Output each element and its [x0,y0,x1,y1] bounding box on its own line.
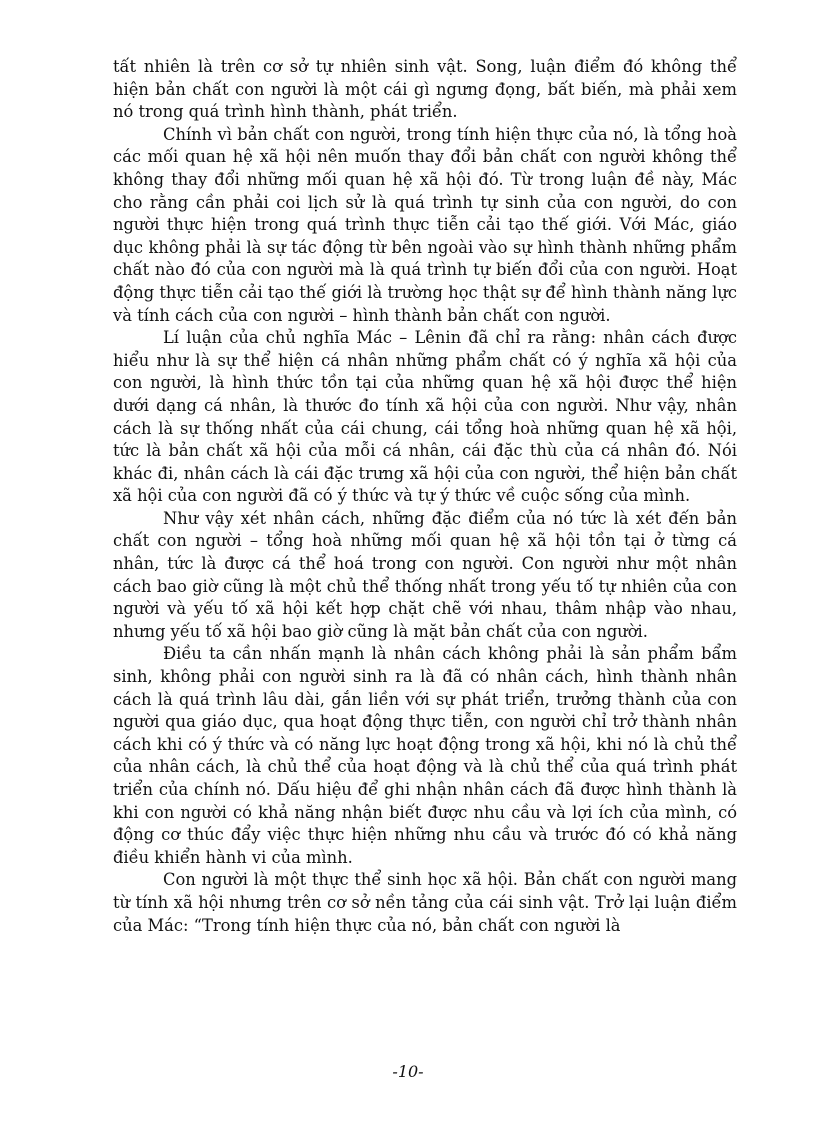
paragraph-biosocial-entity: Con người là một thực thể sinh học xã hội. Bản chất con người mang từ tính xã hội nhưng trên cơ sở nền tảng của cái sinh vật. Trở lại luận điểm của Mác: “Trong tính hiện thực của nó, bản chất con người là [113,870,737,935]
page-number: -10- [392,1062,424,1081]
paragraph-continuation: tất nhiên là trên cơ sở tự nhiên sinh vật. Song, luận điểm đó không thể hiện bản chất con người là một cái gì ngưng đọng, bất biến, mà phải xem nó trong quá trình hình thành, phát triển. [113,57,737,122]
paragraph-personality-traits: Như vậy xét nhân cách, những đặc điểm của nó tức là xét đến bản chất con người – tổng hoà những mối quan hệ xã hội tồn tại ở từng cá nhân, tức là được cá thể hoá trong con người. Con người như một nhân cách bao giờ cũng là một chủ thể thống nhất trong yếu tố tự nhiên của con người và yếu tố xã hội kết hợp chặt chẽ với nhau, thâm nhập vào nhau, nhưng yếu tố xã hội bao giờ cũng là mặt bản chất của con người. [113,508,737,641]
paragraph-personality-formation: Điều ta cần nhấn mạnh là nhân cách không phải là sản phẩm bẩm sinh, không phải con người sinh ra là đã có nhân cách, hình thành nhân cách là quá trình lâu dài, gắn liền với sự phát triển, trưởng thành của con người qua giáo dục, qua hoạt động thực tiễn, con người chỉ trở thành nhân cách khi có ý thức và có năng lực hoạt động trong xã hội, khi nó là chủ thể của nhân cách, là chủ thể của hoạt động và là chủ thể của quá trình phát triển của chính nó. Dấu hiệu để ghi nhận nhân cách đã được hình thành là khi con người có khả năng nhận biết được nhu cầu và lợi ích của mình, có động cơ thúc đẩy việc thực hiện những nhu cầu và trước đó có khả năng điều khiển hành vi của mình. [113,644,737,867]
body-text [113,56,737,937]
paragraph-human-nature: Chính vì bản chất con người, trong tính hiện thực của nó, là tổng hoà các mối quan hệ xã hội nên muốn thay đổi bản chất con người không thể không thay đổi những mối quan hệ xã hội đó. Từ trong luận đề này, Mác cho rằng cần phải coi lịch sử là quá trình tự sinh của con người, do con người thực hiện trong quá trình thực tiễn cải tạo thế giới. Với Mác, giáo dục không phải là sự tác động từ bên ngoài vào sự hình thành những phẩm chất nào đó của con người mà là quá trình tự biến đổi của con người. Hoạt động thực tiễn cải tạo thế giới là trường học thật sự để hình thành năng lực và tính cách của con người – hình thành bản chất con người. [113,124,737,325]
paragraph-marxist-theory: Lí luận của chủ nghĩa Mác – Lênin đã chỉ ra rằng: nhân cách được hiểu như là sự thể hiện cá nhân những phẩm chất có ý nghĩa xã hội của con người, là hình thức tồn tại của những quan hệ xã hội được thể hiện dưới dạng cá nhân, là thước đo tính xã hội của con người. Như vậy, nhân cách là sự thống nhất của cái chung, cái tổng hoà những quan hệ xã hội, tức là bản chất xã hội của mỗi cá nhân, cái đặc thù của cá nhân đó. Nói khác đi, nhân cách là cái đặc trưng xã hội của con người, thể hiện bản chất xã hội của con người đã có ý thức và tự ý thức về cuộc sống của mình. [113,328,737,506]
